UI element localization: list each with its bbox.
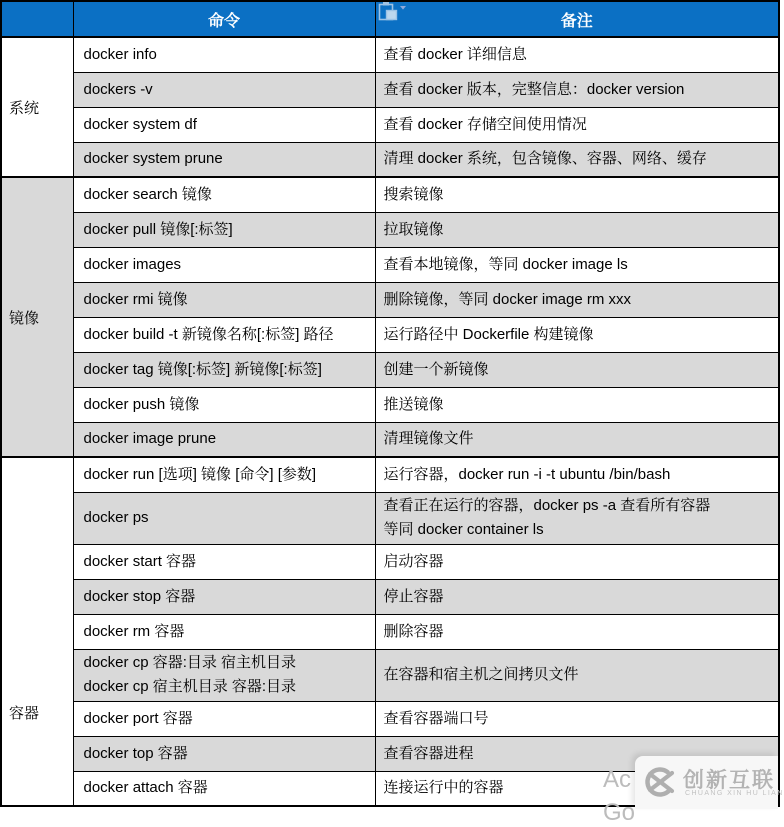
- group-label: 容器: [9, 705, 40, 722]
- command-text: docker ps: [83, 509, 149, 526]
- group-cell-system: [1, 37, 73, 177]
- command-cell: [73, 579, 375, 614]
- command-cell: [73, 422, 375, 457]
- table-row: [1, 107, 779, 142]
- command-text: dockers -v: [83, 80, 153, 98]
- command-text: docker top 容器: [83, 744, 188, 762]
- command-text: docker attach 容器: [83, 779, 208, 797]
- table-row: [1, 614, 779, 649]
- note-text: 在容器和宿主机之间拷贝文件: [383, 666, 579, 683]
- header-group-cell: [1, 1, 73, 37]
- command-text: docker rmi 镜像: [83, 290, 188, 308]
- note-text: 查看容器端口号: [383, 709, 489, 727]
- table-row: [1, 492, 779, 544]
- command-cell: [73, 457, 375, 492]
- table-row: [1, 247, 779, 282]
- note-text: 运行容器，docker run -i -t ubuntu /bin/bash: [383, 465, 671, 483]
- note-text: 推送镜像: [383, 395, 444, 413]
- note-text: 创建一个新镜像: [383, 360, 489, 378]
- note-text: 查看 docker 版本，完整信息：docker version: [383, 80, 685, 98]
- command-cell: [73, 37, 375, 72]
- note-cell: [375, 282, 779, 317]
- command-text: docker pull 镜像[:标签]: [83, 220, 233, 238]
- activate-watermark-line2: Go: [603, 799, 636, 826]
- table-row: [1, 212, 779, 247]
- command-text: docker run [选项] 镜像 [命令] [参数]: [83, 465, 317, 483]
- note-text: 删除镜像，等同 docker image rm xxx: [383, 290, 632, 308]
- group-label: 镜像: [9, 309, 40, 327]
- command-cell: [73, 177, 375, 212]
- note-cell: [375, 247, 779, 282]
- group-cell-container: [1, 457, 73, 806]
- command-cell: [73, 72, 375, 107]
- note-cell: [375, 317, 779, 352]
- table-row: [1, 37, 779, 72]
- command-text: docker build -t 新镜像名称[:标签] 路径: [83, 325, 334, 343]
- note-cell: [375, 352, 779, 387]
- table-row: [1, 387, 779, 422]
- note-text: 连接运行中的容器: [383, 779, 504, 797]
- command-text: docker image prune: [83, 430, 217, 448]
- note-text: 查看正在运行的容器，docker ps -a 查看所有容器: [383, 497, 711, 514]
- paste-options-button[interactable]: [377, 1, 407, 23]
- command-cell: [73, 771, 375, 806]
- table-row: [1, 352, 779, 387]
- command-text: docker push 镜像: [83, 395, 200, 413]
- note-cell: [375, 422, 779, 457]
- chevron-down-icon: [400, 6, 406, 10]
- cx-ring-x-logo-icon: [642, 764, 678, 800]
- brand-watermark: [635, 756, 784, 809]
- command-cell: [73, 317, 375, 352]
- command-cell: [73, 352, 375, 387]
- table-row: [1, 177, 779, 212]
- command-text: docker tag 镜像[:标签] 新镜像[:标签]: [83, 360, 322, 378]
- table-row: [1, 422, 779, 457]
- table-row: [1, 701, 779, 736]
- note-text: 等同 docker container ls: [383, 521, 544, 538]
- command-cell: [73, 247, 375, 282]
- activate-watermark-line1: Ac: [603, 766, 632, 793]
- command-text: docker info: [83, 45, 157, 63]
- command-text: docker port 容器: [83, 709, 193, 727]
- note-text: 查看 docker 详细信息: [383, 45, 527, 63]
- table-row: [1, 579, 779, 614]
- note-cell: [375, 649, 779, 701]
- note-text: 查看容器进程: [383, 744, 474, 762]
- note-cell: [375, 142, 779, 177]
- command-text: docker start 容器: [83, 552, 197, 570]
- command-cell: [73, 701, 375, 736]
- note-cell: [375, 37, 779, 72]
- command-cell: [73, 649, 375, 701]
- command-cell: [73, 282, 375, 317]
- note-cell: [375, 544, 779, 579]
- command-cell: [73, 142, 375, 177]
- command-text: docker cp 宿主机目录 容器:目录: [83, 678, 297, 695]
- command-text: docker rm 容器: [83, 622, 185, 640]
- command-text: docker system df: [83, 115, 197, 133]
- table-row: [1, 317, 779, 352]
- command-text: docker cp 容器:目录 宿主机目录: [83, 654, 297, 671]
- header-command: 命令: [73, 1, 375, 37]
- header-note: 备注: [375, 1, 779, 37]
- brand-subtitle: CHUANG XIN HU LIAN: [685, 790, 784, 797]
- table-row: [1, 457, 779, 492]
- note-cell: [375, 614, 779, 649]
- table-row: [1, 544, 779, 579]
- brand-name: 创新互联: [683, 769, 775, 792]
- table-row: [1, 72, 779, 107]
- note-text: 清理镜像文件: [383, 430, 474, 448]
- command-cell: [73, 736, 375, 771]
- command-text: docker search 镜像: [83, 185, 212, 203]
- command-cell: [73, 212, 375, 247]
- note-text: 查看 docker 存储空间使用情况: [383, 115, 587, 133]
- note-text: 拉取镜像: [383, 220, 444, 238]
- command-cell: [73, 614, 375, 649]
- command-cell: [73, 492, 375, 544]
- note-text: 删除容器: [383, 622, 444, 640]
- note-cell: [375, 492, 779, 544]
- command-text: docker stop 容器: [83, 587, 196, 605]
- note-text: 运行路径中 Dockerfile 构建镜像: [383, 325, 594, 343]
- command-cell: [73, 544, 375, 579]
- note-text: 停止容器: [383, 587, 444, 605]
- note-cell: [375, 72, 779, 107]
- note-text: 启动容器: [383, 552, 444, 570]
- note-text: 搜索镜像: [383, 185, 444, 203]
- note-cell: [375, 387, 779, 422]
- command-cell: [73, 107, 375, 142]
- note-cell: [375, 107, 779, 142]
- note-text: 清理 docker 系统，包含镜像、容器、网络、缓存: [383, 150, 707, 168]
- group-cell-image: [1, 177, 73, 457]
- table-row: [1, 649, 779, 701]
- group-label: 系统: [9, 99, 40, 117]
- note-text: 查看本地镜像，等同 docker image ls: [383, 255, 628, 273]
- note-cell: [375, 457, 779, 492]
- command-cell: [73, 387, 375, 422]
- command-text: docker system prune: [83, 150, 223, 168]
- note-cell: [375, 701, 779, 736]
- note-cell: [375, 212, 779, 247]
- command-text: docker images: [83, 255, 182, 273]
- note-cell: [375, 579, 779, 614]
- table-row: [1, 282, 779, 317]
- table-row: [1, 142, 779, 177]
- note-cell: [375, 177, 779, 212]
- clipboard-paste-icon: [377, 1, 407, 23]
